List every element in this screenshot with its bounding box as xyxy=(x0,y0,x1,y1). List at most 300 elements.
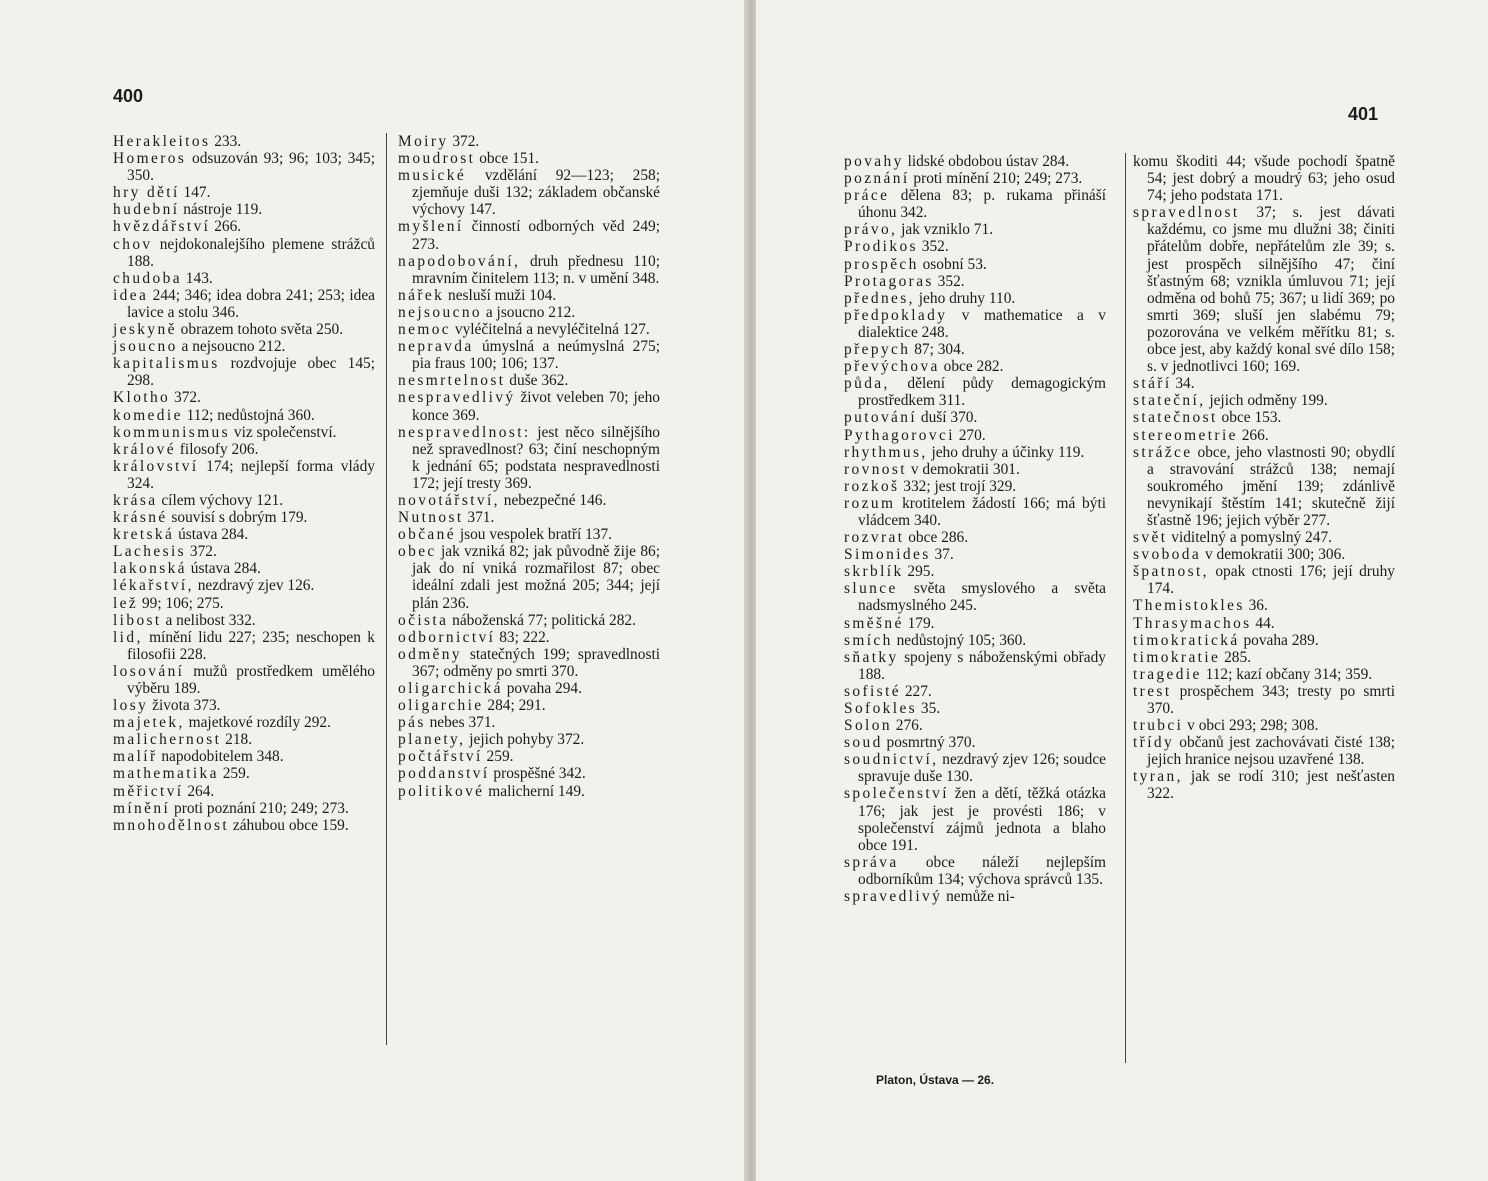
index-headword: prospěch xyxy=(844,255,919,273)
index-entry xyxy=(1133,153,1395,204)
index-headword: napodobování, xyxy=(398,252,521,270)
index-headword: počtářství xyxy=(398,748,483,766)
index-references: činností odborných věd 249; 273. xyxy=(412,218,660,253)
index-entry xyxy=(398,783,660,800)
index-headword: očista xyxy=(398,611,449,629)
index-entry xyxy=(844,221,1106,238)
index-entry xyxy=(844,546,1106,563)
index-references: 227. xyxy=(900,682,932,700)
index-headword: předpoklady xyxy=(844,306,948,324)
index-column-right-2 xyxy=(1133,153,1395,803)
index-references: občanů jest zachovávati čisté 138; jejich hranice nejsou uzavřené 138. xyxy=(1147,734,1395,769)
index-references: život veleben 70; jeho konce 369. xyxy=(412,389,660,424)
index-entry xyxy=(113,731,375,748)
index-entry xyxy=(844,478,1106,495)
index-entry xyxy=(398,697,660,714)
index-headword: lid, xyxy=(113,628,143,646)
index-entry xyxy=(844,649,1106,683)
index-headword: tragedie xyxy=(1133,665,1202,683)
index-headword: Thrasymachos xyxy=(1133,614,1252,632)
index-references: ústava 284. xyxy=(186,560,261,578)
index-headword: občané xyxy=(398,526,456,544)
index-references: mínění lidu 227; 235; neschopen k filosofii 228. xyxy=(127,628,375,663)
index-headword: lakonská xyxy=(113,560,187,578)
index-headword: třídy xyxy=(1133,734,1175,752)
index-headword: království xyxy=(113,457,199,475)
index-headword: nejsoucno xyxy=(398,303,483,321)
index-entry xyxy=(398,150,660,167)
index-headword: Nutnost xyxy=(398,509,464,527)
index-references: filosofy 206. xyxy=(175,440,259,458)
index-headword: smích xyxy=(844,631,893,649)
index-headword: nemoc xyxy=(398,321,452,339)
index-entry xyxy=(113,526,375,543)
index-entry xyxy=(113,748,375,765)
index-references: 99; 106; 275. xyxy=(138,594,224,612)
index-references: opak ctnosti 176; její druhy 174. xyxy=(1147,563,1395,598)
index-headword: sofisté xyxy=(844,682,901,700)
index-headword: musické xyxy=(398,167,467,185)
index-references: obce, jeho vlastnosti 90; obydlí a stravování strážců 138; nemají soukromého jmění 139; zdánlivě nevynikají štěstím 141; skutečně žijí šťastně 196; jejich výběr 277. xyxy=(1147,443,1395,529)
index-references: nejdokonalejšího plemene strážců 188. xyxy=(127,235,375,270)
index-headword: poznání xyxy=(844,170,910,188)
index-references: v demokratii 300; 306. xyxy=(1201,546,1346,564)
index-headword: myšlení xyxy=(398,218,464,236)
index-references: 143. xyxy=(181,269,213,287)
index-references: statečných 199; spravedlnosti 367; odměny po smrti 370. xyxy=(412,645,660,680)
index-headword: krása xyxy=(113,491,158,509)
index-headword: stereometrie xyxy=(1133,426,1238,444)
index-references: 259. xyxy=(218,765,250,783)
index-entry xyxy=(844,615,1106,632)
index-entry xyxy=(844,358,1106,375)
index-references: jak se rodí 310; jest nešťasten 322. xyxy=(1147,768,1395,803)
index-entry xyxy=(1133,768,1395,802)
index-entry xyxy=(398,133,660,150)
index-entry xyxy=(398,304,660,321)
index-references: rozdvojuje obec 145; 298. xyxy=(127,355,375,390)
index-references: 372. xyxy=(448,133,480,150)
index-headword: špatnost, xyxy=(1133,563,1209,581)
index-headword: Protagoras xyxy=(844,272,934,290)
index-headword: Homeros xyxy=(113,150,187,168)
index-headword: Solon xyxy=(844,717,892,735)
index-entry xyxy=(844,854,1106,888)
index-references: 34. xyxy=(1171,375,1195,393)
index-entry xyxy=(844,734,1106,751)
index-references: 83; 222. xyxy=(495,628,550,646)
index-headword: losování xyxy=(113,662,185,680)
index-references: 372. xyxy=(170,389,201,407)
index-headword: rozvrat xyxy=(844,529,905,547)
index-entry xyxy=(398,731,660,748)
index-references: jsou vespolek bratří 137. xyxy=(455,526,613,544)
index-entry xyxy=(1133,666,1395,683)
index-headword: rozum xyxy=(844,494,896,512)
index-entry xyxy=(844,273,1106,290)
index-references: 266. xyxy=(1237,426,1269,444)
index-entry xyxy=(398,765,660,782)
index-entry xyxy=(398,321,660,338)
index-entry xyxy=(844,632,1106,649)
index-entry xyxy=(844,529,1106,546)
index-references: obce 286. xyxy=(904,529,969,547)
index-headword: moudrost xyxy=(398,150,476,168)
index-headword: Pythagorovci xyxy=(844,426,955,444)
index-references: druh přednesu 110; mravním činitelem 113; n. v umění 348. xyxy=(412,252,660,287)
index-references: cílem výchovy 121. xyxy=(157,491,284,509)
index-headword: kapitalismus xyxy=(113,355,220,373)
index-entry xyxy=(844,375,1106,409)
index-headword: Simonides xyxy=(844,546,931,564)
index-references: a jsoucno 212. xyxy=(482,303,576,321)
index-references: 264. xyxy=(183,782,215,800)
index-entry xyxy=(1133,444,1395,529)
index-references: povaha 289. xyxy=(1239,631,1319,649)
index-references: 37. xyxy=(930,546,954,564)
index-entry xyxy=(1133,683,1395,717)
index-references: 112; nedůstojná 360. xyxy=(182,406,315,424)
index-references: duše 362. xyxy=(505,372,569,390)
index-headword: timokratie xyxy=(1133,648,1221,666)
index-headword: směšné xyxy=(844,614,904,632)
index-headword: soud xyxy=(844,734,883,752)
index-references: osobní 53. xyxy=(918,255,987,273)
index-references: dělena 83; p. rukama přináší úhonu 342. xyxy=(858,187,1106,222)
index-headword: nespravedlnost: xyxy=(398,423,531,441)
index-entry xyxy=(844,785,1106,853)
index-headword: komedie xyxy=(113,406,183,424)
index-references: jejich odměny 199. xyxy=(1205,392,1328,410)
index-references: obce 282. xyxy=(939,358,1004,376)
index-entry xyxy=(398,526,660,543)
index-headword: Herakleitos xyxy=(113,133,211,150)
index-headword: společenství xyxy=(844,785,949,803)
index-entry xyxy=(398,424,660,492)
index-references: záhubou obce 159. xyxy=(229,816,349,834)
index-entry xyxy=(844,256,1106,273)
index-references: lidské obdobou ústav 284. xyxy=(903,153,1070,170)
index-headword: pás xyxy=(398,714,426,732)
index-entry xyxy=(398,338,660,372)
index-references: nástroje 119. xyxy=(179,201,263,219)
index-entry xyxy=(113,287,375,321)
index-references: nedůstojný 105; 360. xyxy=(892,631,1027,649)
index-headword: trest xyxy=(1133,682,1172,700)
index-references: posmrtný 370. xyxy=(882,734,976,752)
index-headword: Prodikos xyxy=(844,238,918,256)
index-entry xyxy=(113,321,375,338)
index-headword: právo, xyxy=(844,221,898,239)
index-references: 44. xyxy=(1251,614,1275,632)
index-entry xyxy=(398,543,660,611)
index-references: dělení půdy demagogickým prostředkem 311. xyxy=(858,375,1106,410)
index-entry xyxy=(844,290,1106,307)
index-headword: Lachesis xyxy=(113,543,187,561)
index-headword: kretská xyxy=(113,526,175,544)
index-headword: nepravda xyxy=(398,338,474,356)
index-entry xyxy=(844,751,1106,785)
index-entry xyxy=(113,458,375,492)
index-references: 285. xyxy=(1220,648,1252,666)
index-entry xyxy=(1133,734,1395,768)
index-entry xyxy=(844,700,1106,717)
index-references: 266. xyxy=(210,218,242,236)
index-references: života 373. xyxy=(148,697,221,715)
index-entry xyxy=(844,888,1106,905)
index-references: nebes 371. xyxy=(425,714,496,732)
index-references: viz společenství. xyxy=(230,423,337,441)
index-references: nezdravý zjev 126; soudce spravuje duše 130. xyxy=(858,751,1106,786)
index-entry xyxy=(113,201,375,218)
index-headword: idea xyxy=(113,286,149,304)
index-entry xyxy=(1133,392,1395,409)
index-column-left-1 xyxy=(113,133,375,834)
index-references: komu škoditi 44; všude pochodí špatně 54; jest dobrý a moudrý 63; jeho osud 74; jeho podstata 171. xyxy=(1133,153,1395,205)
index-entry xyxy=(398,492,660,509)
index-references: 352. xyxy=(917,238,949,256)
index-references: napodobitelem 348. xyxy=(157,748,284,766)
index-entry xyxy=(113,133,375,150)
index-entry xyxy=(844,444,1106,461)
index-headword: krásné xyxy=(113,509,168,527)
index-entry xyxy=(398,680,660,697)
index-entry xyxy=(113,714,375,731)
index-headword: poddanství xyxy=(398,765,490,783)
index-entry xyxy=(1133,597,1395,614)
index-entry xyxy=(844,170,1106,187)
index-headword: obec xyxy=(398,543,437,561)
index-entry xyxy=(398,167,660,218)
index-entry xyxy=(844,153,1106,170)
index-entry xyxy=(113,236,375,270)
index-headword: rozkoš xyxy=(844,477,900,495)
index-entry xyxy=(1133,409,1395,426)
index-headword: lež xyxy=(113,594,139,612)
index-headword: chudoba xyxy=(113,269,182,287)
index-headword: timokratická xyxy=(1133,631,1240,649)
index-headword: Sofokles xyxy=(844,700,918,717)
index-references: úmyslná a neúmyslná 275; pia fraus 100; 106; 137. xyxy=(412,338,660,373)
index-references: proti mínění 210; 249; 273. xyxy=(909,170,1083,188)
index-entry xyxy=(844,580,1106,614)
index-entry xyxy=(113,783,375,800)
index-headword: mínění xyxy=(113,799,171,817)
index-references: 36. xyxy=(1244,597,1268,615)
index-headword: nesmrtelnost xyxy=(398,372,506,390)
index-references: a nejsoucno 212. xyxy=(177,338,286,356)
index-headword: králové xyxy=(113,440,176,458)
index-headword: Moiry xyxy=(398,133,449,150)
index-references: jeho druhy 110. xyxy=(914,289,1016,307)
index-references: obrazem tohoto světa 250. xyxy=(176,321,344,339)
index-entry xyxy=(113,150,375,184)
index-entry xyxy=(398,218,660,252)
index-references: 352. xyxy=(933,272,965,290)
index-references: proti poznání 210; 249; 273. xyxy=(170,799,349,817)
index-headword: stateční, xyxy=(1133,392,1206,410)
index-entry xyxy=(398,287,660,304)
index-entry xyxy=(113,509,375,526)
index-entry xyxy=(113,629,375,663)
index-headword: soudnictví, xyxy=(844,751,939,769)
index-references: 259. xyxy=(482,748,514,766)
index-references: nebezpečné 146. xyxy=(499,491,607,509)
index-entry xyxy=(1133,615,1395,632)
index-references: v obci 293; 298; 308. xyxy=(1183,717,1319,735)
index-references: 270. xyxy=(954,426,986,444)
index-entry xyxy=(844,717,1106,734)
index-references: spojeny s náboženskými obřady 188. xyxy=(858,648,1106,683)
index-headword: Klotho xyxy=(113,389,171,407)
index-references: vzdělání 92—123; 258; zjemňuje duši 132; základem občanské výchovy 147. xyxy=(412,167,660,219)
index-headword: přednes, xyxy=(844,289,915,307)
index-headword: losy xyxy=(113,697,149,715)
index-headword: odměny xyxy=(398,645,462,663)
index-entry xyxy=(844,238,1106,255)
index-headword: převýchova xyxy=(844,358,940,376)
index-entry xyxy=(844,461,1106,478)
index-entry xyxy=(844,307,1106,341)
index-entry xyxy=(398,629,660,646)
index-references: 244; 346; idea dobra 241; 253; idea lavice a stolu 346. xyxy=(127,286,375,321)
index-references: náboženská 77; politická 282. xyxy=(448,611,636,629)
index-references: a nelibost 332. xyxy=(161,611,256,629)
index-references: 233. xyxy=(210,133,242,150)
index-entry xyxy=(844,495,1106,529)
index-headword: půda, xyxy=(844,375,890,393)
index-headword: malíř xyxy=(113,748,158,766)
index-references: 112; kazí občany 314; 359. xyxy=(1201,665,1373,683)
index-headword: politikové xyxy=(398,782,485,800)
index-entry xyxy=(398,509,660,526)
index-references: 87; 304. xyxy=(910,341,965,359)
index-references: duší 370. xyxy=(917,409,978,427)
index-entry xyxy=(113,765,375,782)
index-headword: mathematika xyxy=(113,765,219,783)
index-entry xyxy=(1133,204,1395,375)
index-headword: kommunismus xyxy=(113,423,231,441)
index-references: 332; jest trojí 329. xyxy=(899,477,1017,495)
index-references: obce náleží nejlepším odborníkům 134; výchova správců 135. xyxy=(858,853,1106,888)
index-headword: planety, xyxy=(398,731,466,749)
index-entry xyxy=(1133,632,1395,649)
index-headword: libost xyxy=(113,611,162,629)
index-entry xyxy=(113,218,375,235)
index-references: prospěšné 342. xyxy=(489,765,586,783)
index-references: v demokratii 301. xyxy=(906,460,1020,478)
index-headword: povahy xyxy=(844,153,904,170)
index-entry xyxy=(113,697,375,714)
index-references: 218. xyxy=(221,731,253,749)
page-number-right: 401 xyxy=(1348,104,1379,124)
index-entry xyxy=(113,389,375,406)
index-references: světa smyslového a světa nadsmyslného 245. xyxy=(858,580,1106,615)
page-number-left: 400 xyxy=(113,86,144,106)
index-headword: oligarchie xyxy=(398,697,484,715)
index-references: 372. xyxy=(186,543,217,561)
index-references: ústava 284. xyxy=(174,526,249,544)
index-entry xyxy=(113,800,375,817)
index-references: žen a dětí, těžká otázka 176; jak jest je provésti 186; v společenství zájmů jednota a blaho obce 191. xyxy=(858,785,1106,854)
index-headword: statečnost xyxy=(1133,409,1218,427)
column-rule-left xyxy=(386,133,387,1045)
index-column-left-2 xyxy=(398,133,660,800)
index-references: 35. xyxy=(917,700,941,717)
index-headword: svoboda xyxy=(1133,546,1202,564)
index-references: mužů prostředkem umělého výběru 189. xyxy=(127,662,375,697)
index-headword: přepych xyxy=(844,341,911,359)
index-entry xyxy=(844,341,1106,358)
index-entry xyxy=(113,270,375,287)
index-entry xyxy=(1133,375,1395,392)
index-entry xyxy=(113,338,375,355)
index-references: 276. xyxy=(891,717,923,735)
index-entry xyxy=(113,424,375,441)
index-entry xyxy=(1133,546,1395,563)
index-entry xyxy=(113,407,375,424)
index-headword: svět xyxy=(1133,529,1168,547)
index-references: prospěchem 343; tresty po smrti 370. xyxy=(1147,682,1395,717)
index-headword: hry dětí xyxy=(113,184,180,202)
index-headword: oligarchická xyxy=(398,680,503,697)
index-headword: sňatky xyxy=(844,648,899,666)
index-references: jeho druhy a účinky 119. xyxy=(927,443,1085,461)
index-references: v mathematice a v dialektice 248. xyxy=(858,306,1106,341)
index-entry xyxy=(113,612,375,629)
index-references: souvisí s dobrým 179. xyxy=(167,509,308,527)
index-headword: majetek, xyxy=(113,714,185,732)
index-headword: mnohodělnost xyxy=(113,816,230,834)
index-headword: lékařství, xyxy=(113,577,194,595)
index-entry xyxy=(113,441,375,458)
index-references: vyléčitelná a nevyléčitelná 127. xyxy=(451,321,650,339)
index-references: jest něco silnějšího než spravedlnost? 63; činí neschopným k jednání 65; podstata nespravedlnosti 172; její tresty 369. xyxy=(412,423,660,492)
index-entry xyxy=(1133,529,1395,546)
index-references: viditelný a pomyslný 247. xyxy=(1167,529,1332,547)
index-entry xyxy=(113,184,375,201)
index-headword: hudební xyxy=(113,201,180,219)
index-headword: tyran, xyxy=(1133,768,1183,786)
index-headword: Themistokles xyxy=(1133,597,1245,615)
index-headword: hvězdářství xyxy=(113,218,211,236)
index-references: jejich pohyby 372. xyxy=(465,731,585,749)
index-entry xyxy=(398,389,660,423)
column-rule-right xyxy=(1125,153,1126,1063)
index-entry xyxy=(398,372,660,389)
index-headword: rhythmus, xyxy=(844,443,928,461)
index-references: jak vzniklo 71. xyxy=(897,221,994,239)
index-headword: práce xyxy=(844,187,890,205)
index-headword: rovnost xyxy=(844,460,907,478)
index-entry xyxy=(113,560,375,577)
index-entry xyxy=(113,577,375,594)
index-entry xyxy=(844,427,1106,444)
index-entry xyxy=(1133,563,1395,597)
index-entry xyxy=(844,187,1106,221)
index-entry xyxy=(844,683,1106,700)
index-headword: odbornictví xyxy=(398,628,496,646)
index-headword: chov xyxy=(113,235,153,253)
index-references: 147. xyxy=(179,184,211,202)
index-headword: nářek xyxy=(398,286,445,304)
index-column-right-1 xyxy=(844,153,1106,905)
index-references: nezdravý zjev 126. xyxy=(193,577,315,595)
index-references: majetkové rozdíly 292. xyxy=(184,714,331,732)
index-headword: trubci xyxy=(1133,717,1184,735)
index-entry xyxy=(113,663,375,697)
index-headword: správa xyxy=(844,853,899,871)
